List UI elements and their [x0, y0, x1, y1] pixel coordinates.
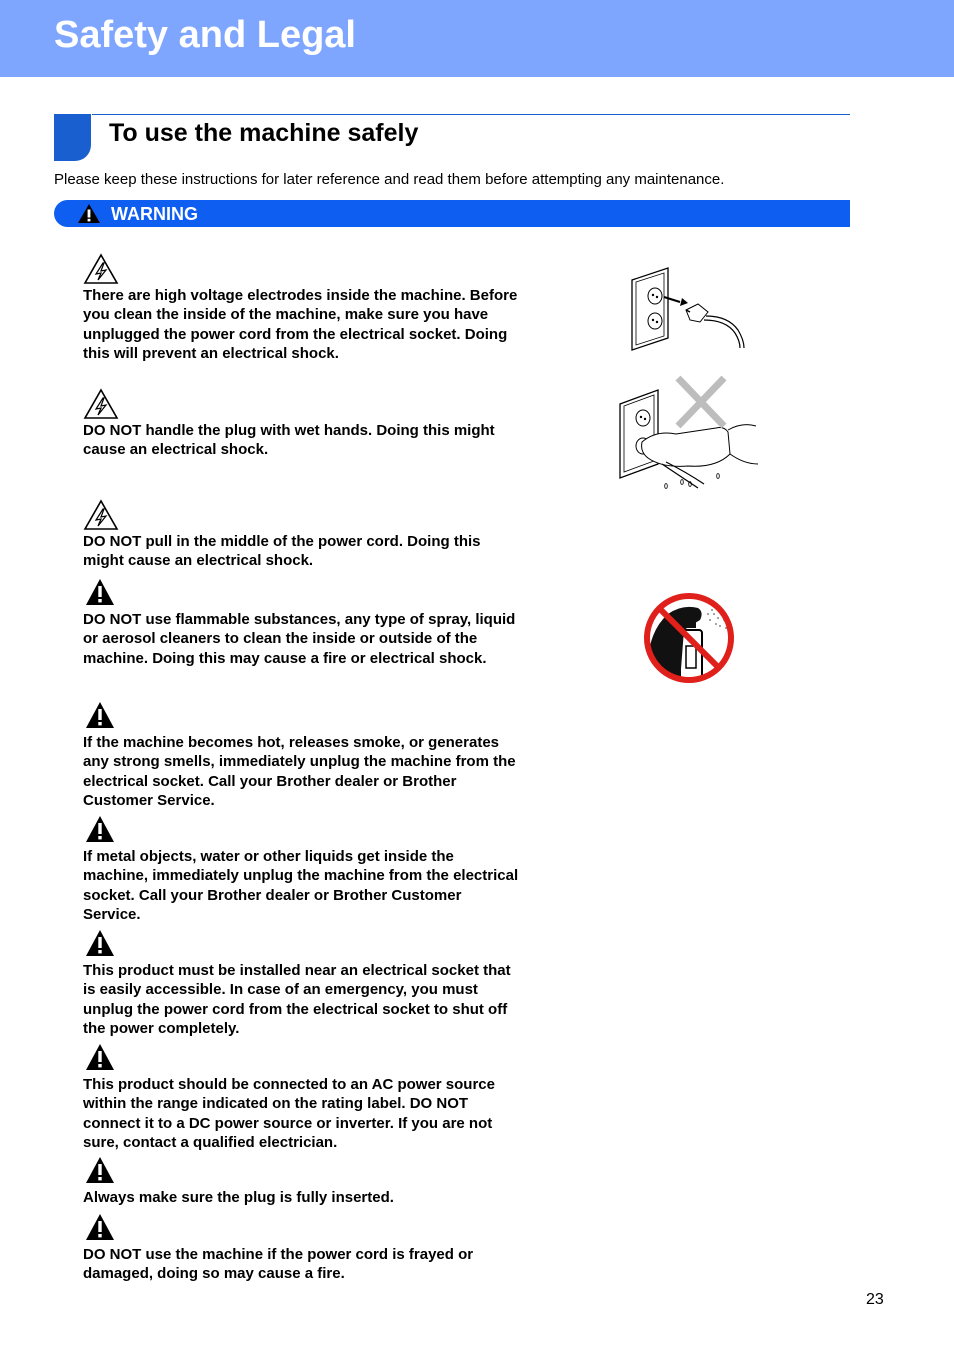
warning-text: This product must be installed near an electrical socket that is easily accessible. In case of an emergency, you must unplug the power cord from the electrical socket to shut off the power completely.: [83, 962, 511, 1037]
warning-item: [83, 813, 523, 924]
warning-label: WARNING: [111, 204, 198, 224]
warning-bar: [54, 200, 850, 227]
warning-item: [83, 576, 523, 668]
warning-text: DO NOT use flammable substances, any type of spray, liquid or aerosol cleaners to clean the inside or outside of the machine. Doing this may cause a fire or electrical shock.: [83, 611, 516, 667]
no-spray-prohibited-illustration: [640, 590, 738, 686]
warning-text: There are high voltage electrodes inside the machine. Before you clean the inside of the machine, make sure you have unplugged the power cord from the electrical socket. Doing this will prevent an electrical shock.: [83, 287, 518, 362]
electrical-hazard-icon: [83, 252, 119, 286]
warning-triangle-icon: [83, 699, 119, 733]
warning-item: [83, 1154, 523, 1207]
warning-text: This product should be connected to an AC power source within the range indicated on the rating label. DO NOT connect it to a DC power source or inverter. If you are not sure, contact a qualified electrician.: [83, 1076, 495, 1151]
warning-triangle-icon: [83, 1041, 119, 1075]
warning-triangle-icon: [83, 927, 119, 961]
warning-triangle-icon: [83, 576, 119, 610]
warning-item: [83, 699, 523, 810]
page-number: 23: [866, 1291, 884, 1308]
warning-item: [83, 252, 523, 363]
page-title: Safety and Legal: [54, 14, 356, 56]
warning-item: [83, 387, 523, 460]
warning-text: DO NOT handle the plug with wet hands. Doing this might cause an electrical shock.: [83, 422, 495, 459]
warning-item: [83, 1041, 523, 1152]
warning-item: [83, 927, 523, 1038]
electrical-hazard-icon: [83, 498, 119, 532]
warning-triangle-icon: [83, 1154, 119, 1188]
warning-text: DO NOT use the machine if the power cord is frayed or damaged, doing so may cause a fire.: [83, 1246, 474, 1283]
warning-text: DO NOT pull in the middle of the power cord. Doing this might cause an electrical shock.: [83, 533, 481, 570]
wet-hands-prohibited-illustration: [616, 372, 762, 494]
section-rule: [92, 114, 850, 115]
warning-text: If the machine becomes hot, releases smoke, or generates any strong smells, immediately unplug the machine from the electrical socket. Call your Brother dealer or Brother Customer Service.: [83, 734, 516, 809]
electrical-hazard-icon: [83, 387, 119, 421]
unplug-illustration: [628, 266, 752, 352]
section-heading: To use the machine safely: [109, 119, 419, 147]
intro-text: Please keep these instructions for later reference and read them before attempting any maintenance.: [54, 171, 725, 188]
warning-text: If metal objects, water or other liquids get inside the machine, immediately unplug the machine from the electrical socket. Call your Brother dealer or Brother Customer Service.: [83, 848, 519, 923]
warning-text: Always make sure the plug is fully inserted.: [83, 1189, 394, 1206]
warning-item: [83, 1211, 523, 1284]
warning-triangle-icon: [83, 1211, 119, 1245]
warning-triangle-icon: [83, 813, 119, 847]
warning-triangle-icon: [77, 203, 101, 224]
warning-item: [83, 498, 523, 571]
section-tab-marker: [54, 114, 91, 161]
